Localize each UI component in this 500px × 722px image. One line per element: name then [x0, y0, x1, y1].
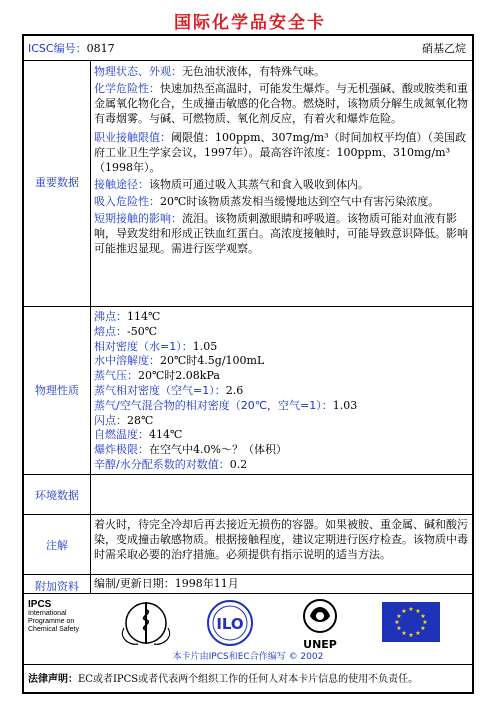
property-key: 沸点：: [94, 310, 127, 323]
property-value: 1.05: [192, 339, 218, 353]
unep-text: UNEP: [303, 638, 337, 651]
section-label-additional: 附加资料: [35, 580, 79, 593]
notes-text: 着火时，待完全冷却后再去接近无损伤的容器。如果被胺、重金属、碱和酸污染，变成撞击敏感物质。根据接触程度，建议定期进行医疗检查。该物质中毒时需采取必要的治疗措施。必须提供有指示说明的适当方法。: [94, 518, 468, 561]
important-data: [94, 64, 470, 256]
safety-card: [22, 34, 474, 694]
property-value: 20℃时4.5g/100mL: [160, 354, 265, 368]
svg-text:★: ★: [420, 613, 426, 620]
property-key: 相对密度（水=1）：: [94, 339, 193, 353]
property-row: [94, 384, 470, 399]
divider: [24, 306, 472, 307]
property-row: [94, 310, 470, 325]
who-emblem-icon: [116, 598, 176, 648]
page-title: 国际化学品安全卡: [174, 13, 326, 33]
property-value: 114℃: [127, 310, 161, 323]
property-key: 水中溶解度：: [94, 354, 160, 368]
short-term-effects-label: 短期接触的影响：: [94, 212, 182, 225]
inhalation-risk-label: 吸入危险性：: [94, 195, 160, 208]
property-value: 414℃: [149, 428, 183, 442]
property-value: 20℃时2.08kPa: [138, 369, 220, 383]
svg-text:★: ★: [422, 619, 428, 626]
unep-emblem-icon: [290, 596, 350, 654]
chemical-hazard-text: 快速加热至高温时，可能发生爆炸。与无机强碱、酸或胺类和重金属氧化物化合，生成撞击敏感的化合物。燃烧时，该物质分解生成氮氧化物有毒烟雾。与碱、可燃物质、氧化剂反应，有着火和爆炸危险。: [94, 82, 468, 125]
icsc-label: ICSC编号：: [28, 42, 87, 55]
cooperation-caption: 本卡片由IPCS和EC合作编写 © 2002: [172, 652, 324, 662]
svg-text:★: ★: [401, 630, 407, 637]
svg-text:★: ★: [401, 608, 407, 615]
svg-text:★: ★: [420, 625, 426, 632]
svg-text:★: ★: [415, 608, 421, 615]
property-value: 2.6: [225, 383, 244, 397]
property-key: 闪点：: [94, 413, 127, 427]
physical-state-label: 物理状态、外观：: [94, 65, 182, 78]
physical-state-text: 无色油状液体，有特殊气味。: [182, 65, 325, 78]
property-key: 辛醇/水分配系数的对数值：: [94, 457, 230, 471]
legal-statement: [28, 670, 418, 685]
svg-text:★: ★: [408, 632, 414, 639]
property-row: [94, 458, 470, 473]
icsc-number: 0817: [86, 42, 115, 55]
property-key: 蒸气压：: [94, 369, 138, 383]
property-row: [94, 340, 470, 355]
divider: [24, 574, 472, 575]
physical-properties: [94, 310, 470, 473]
ipcs-logo: [28, 599, 112, 634]
short-term-effects-text: 流泪。该物质刺激眼睛和呼吸道。该物质可能对血液有影响，导致发绀和形成正铁血红蛋白。高浓度接触时，可能导致意识降低。影响可能推迟显现。需进行医学观察。: [94, 212, 468, 255]
substance-name: 硝基乙烷: [422, 42, 466, 55]
svg-text:★: ★: [394, 619, 400, 626]
property-row: [94, 369, 470, 384]
svg-text:★: ★: [415, 630, 421, 637]
additional-info-text: 编制/更新日期：1998年11月: [94, 577, 239, 590]
svg-text:★: ★: [408, 606, 414, 613]
svg-text:★: ★: [396, 613, 402, 620]
chemical-hazard-label: 化学危险性：: [94, 82, 160, 95]
ipcs-line: Programme on: [28, 618, 75, 625]
property-row: [94, 443, 470, 458]
property-row: [94, 414, 470, 429]
divider: [24, 474, 472, 475]
eu-flag-icon: [382, 602, 440, 642]
column-divider: [90, 60, 91, 593]
property-value: -50℃: [127, 324, 158, 338]
property-value: 0.2: [229, 457, 248, 471]
exposure-route-text: 该物质可通过吸入其蒸气和食入吸收到体内。: [149, 178, 369, 191]
divider: [24, 514, 472, 515]
exposure-limit-text: 阈限值：100ppm、307mg/m³（时间加权平均值）（美国政府工业卫生学家会议，1997年）。最高容许浓度：100ppm、310mg/m³（1998年）。: [94, 131, 467, 174]
ilo-text: ILO: [216, 615, 244, 633]
section-label-important: 重要数据: [35, 176, 79, 189]
ipcs-title: IPCS: [28, 599, 52, 610]
section-label-notes: 注解: [46, 539, 68, 552]
exposure-limit-label: 职业接触限值：: [94, 131, 171, 144]
property-row: [94, 354, 470, 369]
property-key: 自燃温度：: [94, 428, 149, 442]
divider: [24, 60, 472, 61]
property-row: [94, 399, 470, 414]
section-label-environment: 环境数据: [35, 489, 79, 502]
ilo-emblem-icon: [204, 598, 256, 648]
icsc-id: [28, 40, 115, 56]
section-label-physical: 物理性质: [35, 384, 79, 397]
legal-label: 法律声明：: [28, 674, 78, 685]
property-value: 在空气中4.0%～？（体积）: [149, 443, 287, 457]
property-key: 熔点：: [94, 324, 127, 338]
divider: [24, 593, 472, 594]
svg-text:★: ★: [396, 625, 402, 632]
property-key: 蒸气相对密度（空气=1）：: [94, 383, 226, 397]
property-row: [94, 428, 470, 443]
property-key: 蒸气/空气混合物的相对密度（20℃，空气=1）：: [94, 398, 333, 412]
inhalation-risk-text: 20℃时该物质蒸发相当缓慢地达到空气中有害污染浓度。: [160, 195, 440, 208]
property-value: 1.03: [332, 398, 358, 412]
ipcs-line: Chemical Safety: [28, 626, 79, 633]
divider: [24, 664, 472, 665]
exposure-route-label: 接触途径：: [94, 178, 149, 191]
property-key: 爆炸极限：: [94, 443, 149, 457]
ipcs-line: International: [28, 610, 67, 617]
legal-text: EC或者IPCS或者代表两个组织工作的任何人对本卡片信息的使用不负责任。: [78, 674, 419, 685]
property-row: [94, 325, 470, 340]
property-value: 28℃: [127, 413, 154, 427]
